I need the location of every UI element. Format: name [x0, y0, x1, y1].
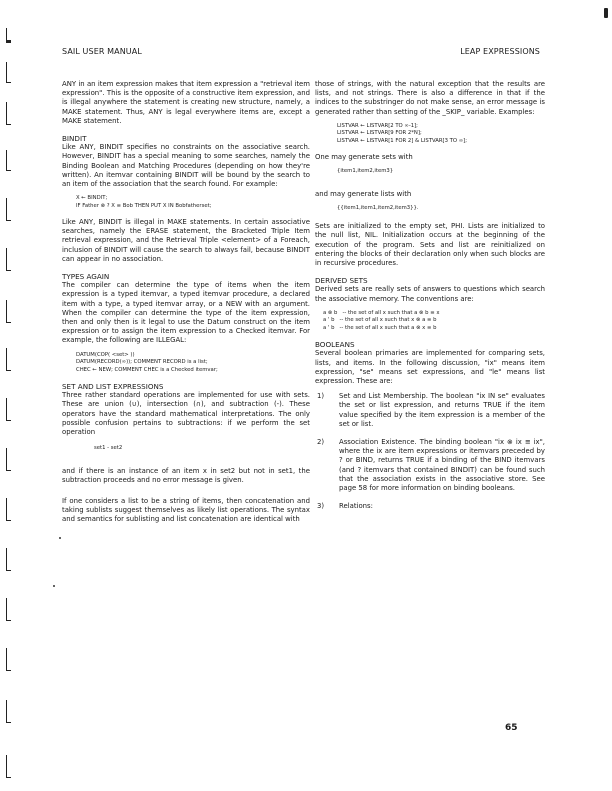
binding-mark [6, 62, 11, 83]
code-line: LISTVAR ← LISTVAR[1 FOR 2] & LISTVAR[3 TO ∞]; [337, 137, 468, 144]
binding-mark [6, 548, 11, 571]
binding-mark [6, 755, 11, 778]
right-column [315, 80, 545, 520]
code-example: {item1,item2,item3} [337, 168, 394, 175]
section-heading-types: TYPES AGAIN [62, 272, 110, 282]
section-heading-sets: SET AND LIST EXPRESSIONS [62, 381, 164, 391]
scan-artifact [59, 537, 61, 539]
binding-mark [6, 300, 11, 323]
code-line: a ' b -- the set of all x such that a ⊗ x ≡ b [323, 324, 437, 331]
paragraph: Three rather standard operations are implemented for use with sets. These are union (∪), intersection (∩), and subtraction (-). These operators have the standard mathematical interpretations. The only possible confusion pertains to subtractions: if we perform the set operation [62, 391, 310, 436]
paragraph: Like ANY, BINDIT is illegal in MAKE statements. In certain associative searches, namely the ERASE statement, the Bracketed Triple Item retrieval expression, and the Retrieval Triple <element> of a Foreach, inclusion of BINDIT will cause the search to always fail, because BINDIT can appear in no association. [62, 218, 310, 263]
paragraph: Derived sets are really sets of answers to questions which search the associative memory. The conventions are: [315, 285, 545, 303]
list-item-number: 1) [317, 392, 325, 401]
code-example [76, 195, 310, 210]
binding-mark [6, 102, 11, 125]
code-line: LISTVAR ← LISTVAR[2 TO ∞-1]; [337, 122, 418, 129]
code-example: {{item1,item1,item2,item3}}. [337, 204, 419, 211]
scan-artifact [53, 585, 55, 587]
paragraph: If one considers a list to be a string of items, then concatenation and taking sublists suggest themselves as likely list operations. The syntax and semantics for sublisting and list concatenation are identical with [62, 496, 310, 524]
binding-mark [6, 248, 11, 271]
code-example: set1 - set2 [94, 445, 123, 452]
code-example [323, 310, 545, 332]
paragraph: The compiler can determine the type of items when the item expression is a typed itemvar, a typed itemvar procedure, a declared item with a type, a typed itemvar array, or a NEW with an argument. When the compiler can determine the type of the item expression, then and only then is it legal to use the Datum construct on the item expression or to assign the item expression to a Checked itemvar. For example, the following are ILLEGAL: [62, 281, 310, 345]
section-heading-derived: DERIVED SETS [315, 276, 368, 286]
list-item [315, 392, 545, 429]
code-line: DATUM(COP( <set> )) [76, 351, 135, 358]
binding-mark [6, 28, 11, 43]
section-heading-booleans: BOOLEANS [315, 340, 355, 350]
code-line: X ← BINDIT; [76, 195, 108, 202]
paragraph: One may generate sets with [315, 153, 413, 162]
binding-mark [6, 198, 11, 221]
scan-artifact [604, 8, 608, 18]
list-item [315, 438, 545, 493]
code-line: a ⊗ b -- the set of all x such that a ⊗ b ≡ x [323, 309, 440, 316]
binding-mark [6, 150, 11, 171]
paragraph: Sets are initialized to the empty set, PHI. Lists are initialized to the null list, NIL. Initialization occurs at the beginning of the execution of the program. Sets and list are reinitialized on entering the blocks of their declaration only when such blocks are in recursive procedures. [315, 222, 545, 268]
running-header-right: LEAP EXPRESSIONS [460, 47, 540, 56]
left-column [62, 80, 310, 531]
list-item [315, 502, 545, 511]
code-line: DATUM(RECORD(∞)); COMMENT RECORD is a list; [76, 359, 208, 366]
section-heading-bindit: BINDIT [62, 134, 87, 144]
binding-mark [6, 448, 11, 471]
code-line: LISTVAR ← LISTVAR[9 FOR 2*N]; [337, 130, 422, 137]
list-item-text: Relations: [339, 502, 373, 511]
paragraph: Like ANY, BINDIT specifies no constraints on the associative search. However, BINDIT has a special meaning to some searches, namely the Binding Boolean and Matching Procedures (depending on how they're written). An itemvar containing BINDIT will be bound by the search to an item of the association that the search found. For example: [62, 143, 310, 189]
paragraph: ANY in an item expression makes that item expression a "retrieval item expression". This is the opposite of a constructive item expression, and is illegal anywhere the statement is creating new structure, namely, a MAKE statement. Thus, ANY is legal everywhere items are, except a MAKE statement. [62, 80, 310, 125]
paragraph: and may generate lists with [315, 189, 412, 198]
binding-mark [6, 598, 11, 621]
binding-mark [6, 348, 11, 371]
paragraph: Several boolean primaries are implemented for comparing sets, lists, and items. In the following discussion, "ix" means item expression, "se" means set expressions, and "le" means list expression. These are: [315, 349, 545, 385]
list-item-text: Association Existence. The binding boolean "ix ⊗ ix ≡ ix", where the ix are item expressions or itemvars preceded by ? or BIND, returns TRUE if a binding of the BIND itemvars (and ? itemvars that contained BINDIT) can be found such that the association exists in the associative store. See page 58 for more information on binding booleans. [339, 437, 545, 492]
page-number: 65 [505, 723, 518, 733]
code-example [337, 123, 545, 145]
paragraph: those of strings, with the natural exception that the results are lists, and not strings. There is also a difference in that if the indices to the substringer do not make sense, an error message is generated rather than setting of the _SKIP_ variable. Examples: [315, 80, 545, 116]
binding-mark [6, 398, 11, 421]
binding-mark [6, 700, 11, 723]
running-header-left: SAIL USER MANUAL [62, 47, 142, 56]
binding-mark [6, 498, 11, 521]
code-line: IF Father ⊗ ? X ≡ Bob THEN PUT X IN Bobfatherset; [76, 202, 212, 209]
binding-mark [6, 648, 11, 671]
paragraph: and if there is an instance of an item x in set2 but not in set1, the subtraction proceeds and no error message is given. [62, 466, 310, 484]
list-item-text: Set and List Membership. The boolean "ix IN se" evaluates the set or list expression, and returns TRUE if the item value specified by the item expression is a member of the set or list. [339, 392, 545, 428]
list-item-number: 2) [317, 437, 325, 446]
code-example [76, 352, 310, 374]
list-item-number: 3) [317, 502, 325, 511]
code-line: CHEC ← NEW; COMMENT CHEC is a Checked itemvar; [76, 366, 218, 373]
code-line: a ' b -- the set of all x such that x ⊗ a ≡ b [323, 317, 437, 324]
